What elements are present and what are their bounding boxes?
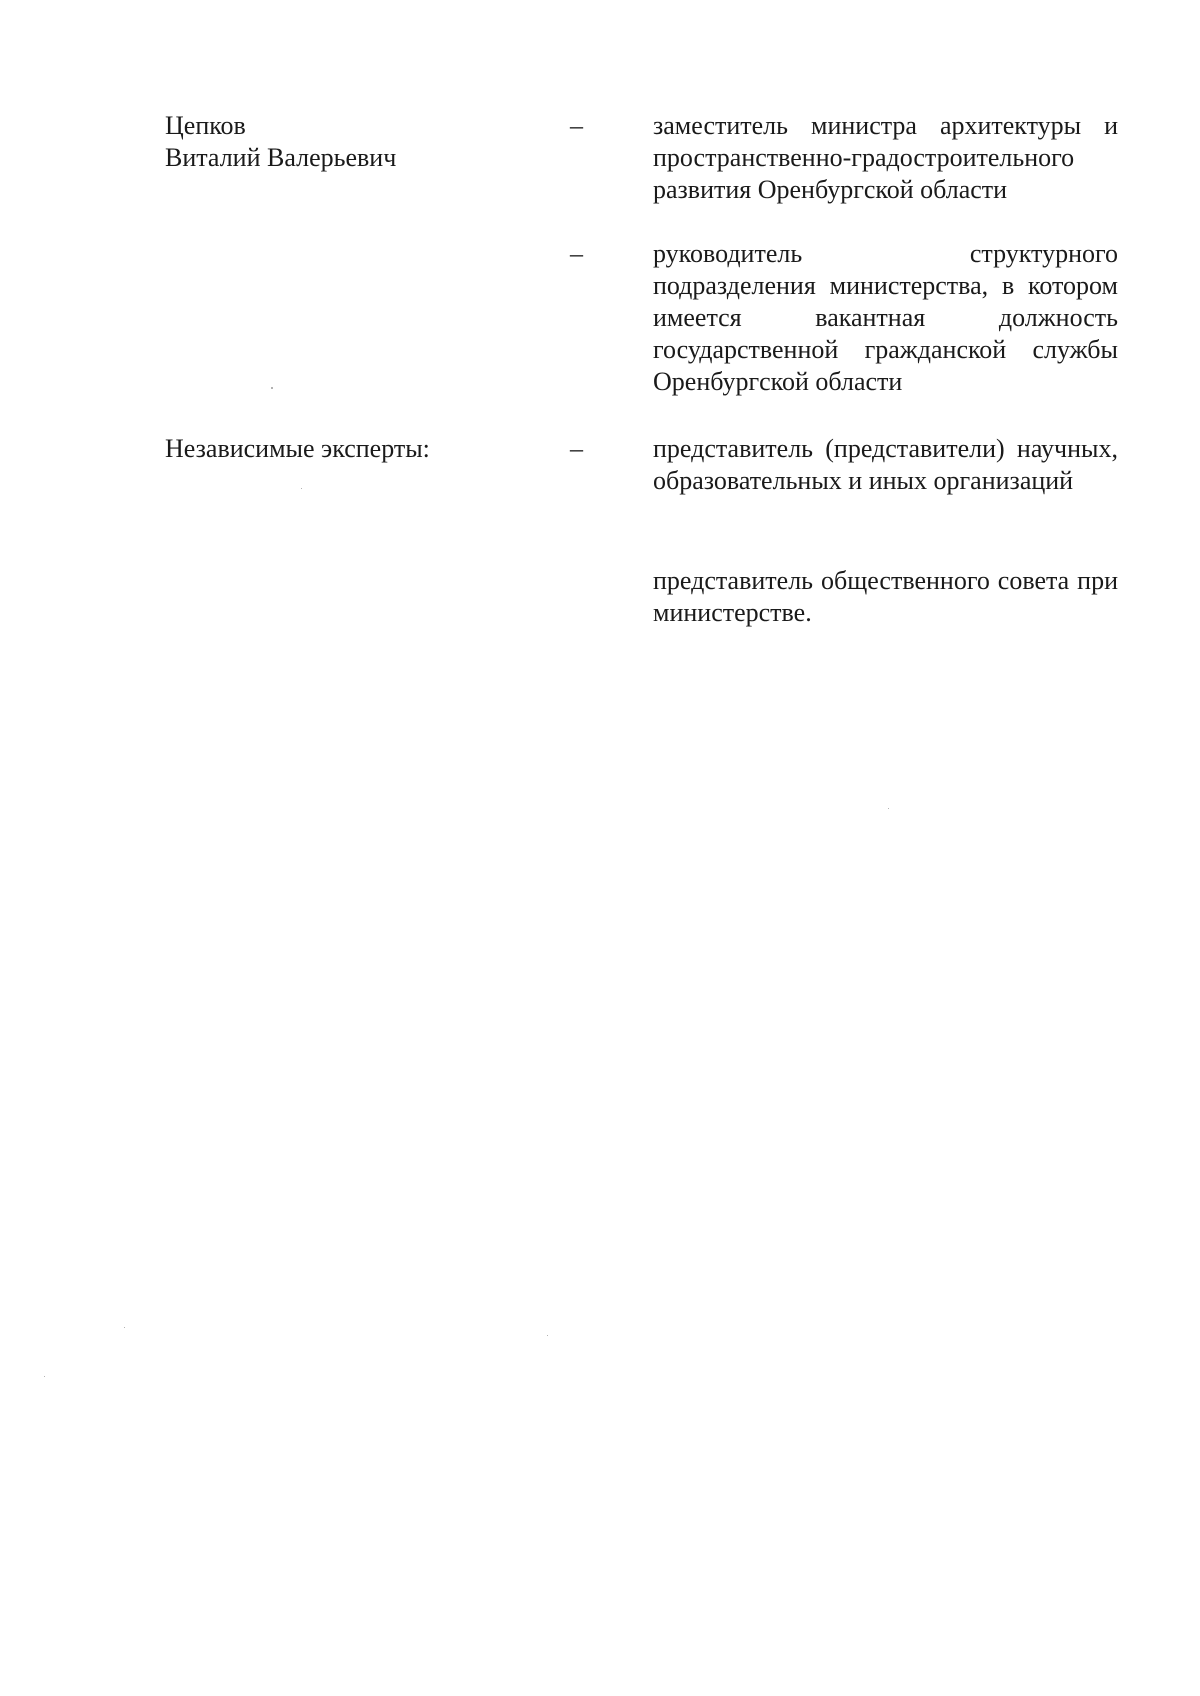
scan-speck	[547, 1335, 548, 1336]
member-surname: Цепков	[165, 111, 246, 140]
scan-speck	[44, 1376, 45, 1377]
dash-separator: –	[570, 434, 583, 463]
experts-label: Независимые эксперты:	[165, 434, 430, 463]
scan-speck	[271, 387, 273, 389]
scan-speck	[301, 488, 302, 489]
experts-role-public-council: представитель общественного совета при министерстве.	[653, 566, 1118, 627]
member-name	[165, 110, 545, 174]
scan-speck	[888, 808, 889, 809]
member-role: заместитель министра архитектуры и пространственно-градостроительного развития Оренбургской области	[653, 111, 1118, 204]
experts-role-scientific: представитель (представители) научных, образовательных и иных организаций	[653, 434, 1118, 495]
member-role: руководитель структурного подразделения министерства, в котором имеется вакантная должность государственной гражданской службы Оренбургской области	[653, 239, 1118, 396]
scan-speck	[124, 1327, 125, 1328]
dash-separator: –	[570, 239, 583, 268]
dash-separator: –	[570, 111, 583, 140]
member-given-names: Виталий Валерьевич	[165, 143, 397, 172]
